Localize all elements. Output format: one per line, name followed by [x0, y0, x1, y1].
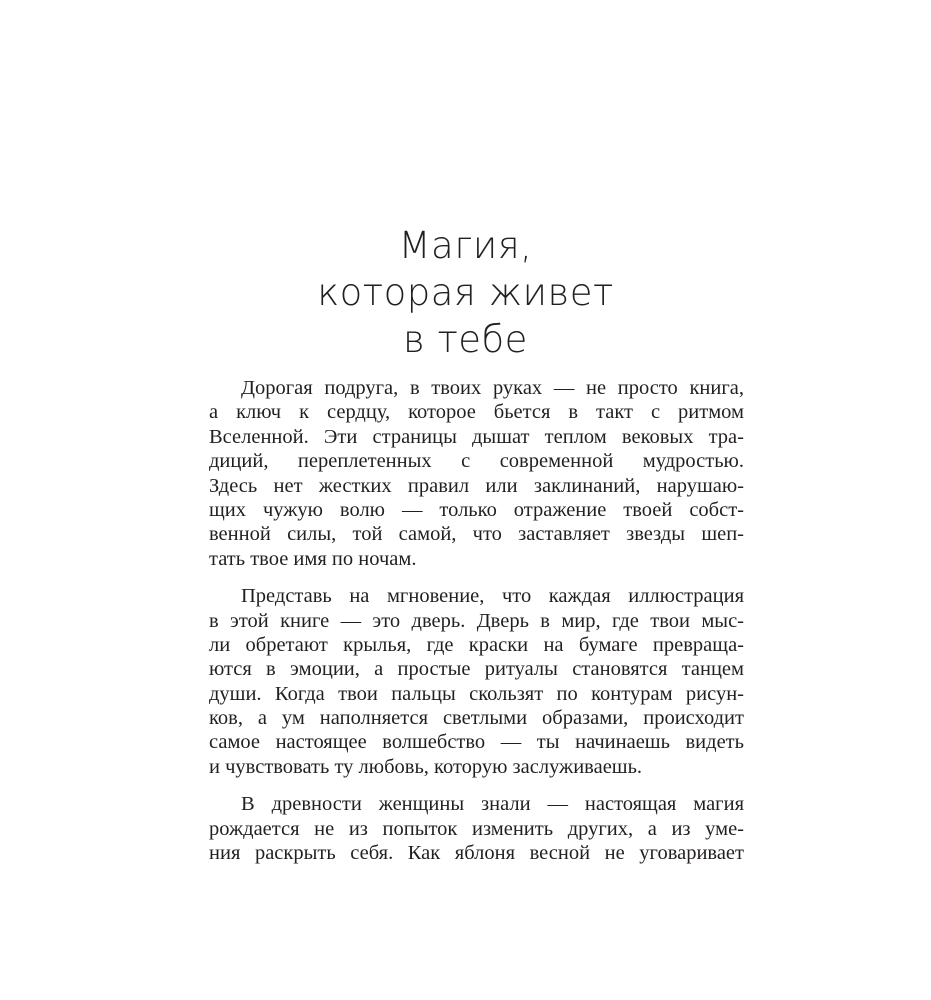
paragraph-line: Вселенной. Эти страницы дышат теплом вековых тра-: [209, 425, 744, 448]
paragraph-line: рождается не из попыток изменить других, а из уме-: [209, 817, 744, 840]
paragraph-line: Представь на мгновение, что каждая иллюстрация: [241, 585, 744, 608]
paragraph-line: души. Когда твои пальцы скользят по контурам рисун-: [209, 682, 744, 705]
paragraph-2: [209, 584, 744, 779]
paragraph-3: [209, 792, 744, 865]
chapter-title: [0, 222, 931, 363]
chapter-title-line-3: в тебе: [403, 318, 528, 361]
chapter-title-line-1: Магия,: [398, 224, 533, 267]
paragraph-line: и чувствовать ту любовь, которую заслуживаешь.: [209, 755, 643, 778]
paragraph-line: Здесь нет жестких правил или заклинаний, нарушаю-: [209, 474, 744, 497]
paragraph-line: тать твое имя по ночам.: [209, 547, 417, 570]
body-text: [209, 376, 744, 878]
paragraph-line: венной силы, той самой, что заставляет звезды шеп-: [209, 523, 744, 546]
paragraph-line: ков, а ум наполняется светлыми образами, происходит: [209, 707, 744, 730]
paragraph-line: В древности женщины знали — настоящая магия: [241, 793, 744, 816]
paragraph-line: ются в эмоции, а простые ритуалы становятся танцем: [209, 658, 744, 681]
paragraph-line: самое настоящее волшебство — ты начинаешь видеть: [209, 731, 744, 754]
paragraph-line: Дорогая подруга, в твоих руках — не просто книга,: [241, 377, 744, 399]
chapter-title-line-2: которая живет: [317, 271, 614, 314]
paragraph-line: ли обретают крылья, где краски на бумаге превраща-: [209, 633, 744, 656]
paragraph-line: ния раскрыть себя. Как яблоня весной не уговаривает: [209, 842, 744, 865]
paragraph-1: [209, 376, 744, 571]
paragraph-line: в этой книге — это дверь. Дверь в мир, где твои мыс-: [209, 609, 744, 632]
paragraph-line: а ключ к сердцу, которое бьется в такт с ритмом: [209, 401, 744, 424]
paragraph-line: диций, переплетенных с современной мудростью.: [209, 450, 744, 473]
paragraph-line: щих чужую волю — только отражение твоей собст-: [209, 498, 744, 521]
